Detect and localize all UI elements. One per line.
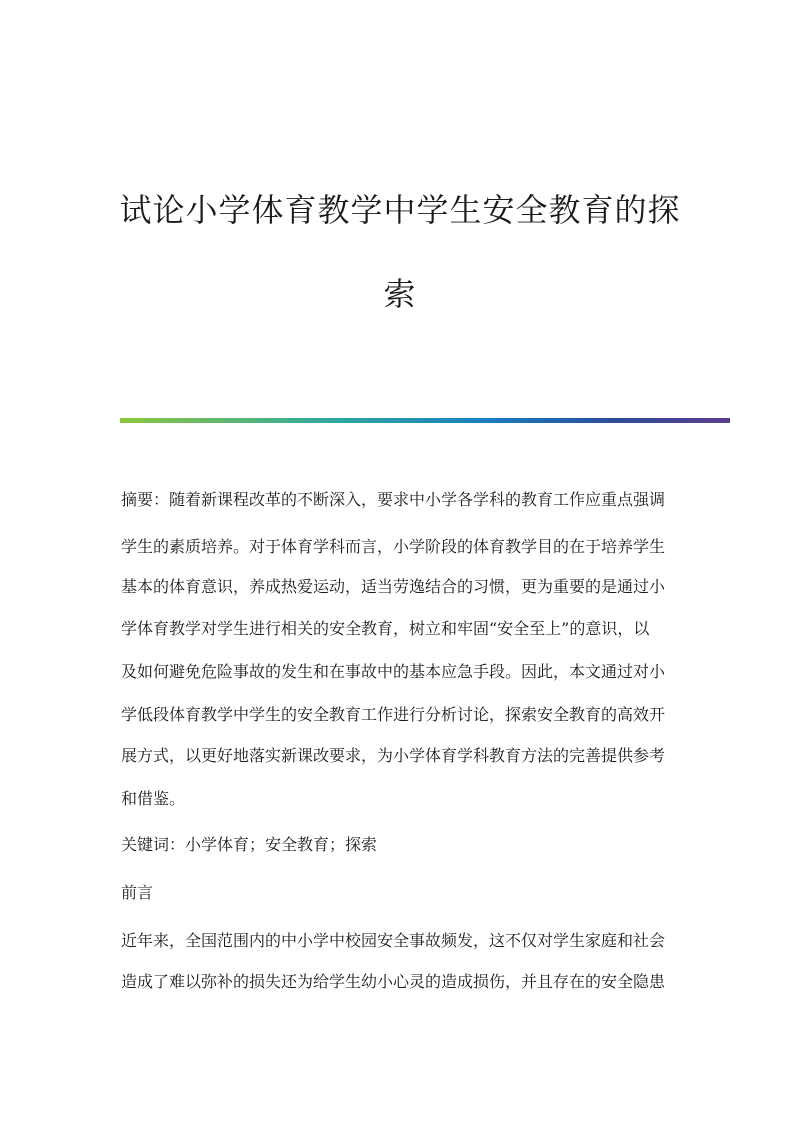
title-divider <box>120 418 730 423</box>
abstract-line: 学低段体育教学中学生的安全教育工作进行分析讨论，探索安全教育的高效开 <box>121 705 666 724</box>
section-heading: 前言 <box>121 883 154 902</box>
keywords-line: 关键词：小学体育；安全教育；探索 <box>121 835 378 854</box>
title-line-1: 试论小学体育教学中学生安全教育的探 <box>119 191 681 229</box>
abstract-line: 摘要：随着新课程改革的不断深入，要求中小学各学科的教育工作应重点强调 <box>121 490 666 509</box>
abstract-line: 学生的素质培养。对于体育学科而言，小学阶段的体育教学目的在于培养学生 <box>121 537 666 556</box>
title-line-2: 索 <box>383 275 417 313</box>
abstract-line: 及如何避免危险事故的发生和在事故中的基本应急手段。因此，本文通过对小 <box>121 662 666 681</box>
abstract-line: 学体育教学对学生进行相关的安全教育，树立和牢固“安全至上”的意识，以 <box>121 619 650 638</box>
abstract-line: 和借鉴。 <box>121 789 186 808</box>
intro-line: 造成了难以弥补的损失还为给学生幼小心灵的造成损伤，并且存在的安全隐患 <box>121 972 666 991</box>
abstract-line: 展方式，以更好地落实新课改要求，为小学体育学科教育方法的完善提供参考 <box>121 746 666 765</box>
intro-line: 近年来，全国范围内的中小学中校园安全事故频发，这不仅对学生家庭和社会 <box>121 931 666 950</box>
abstract-line: 基本的体育意识，养成热爱运动，适当劳逸结合的习惯，更为重要的是通过小 <box>121 577 666 596</box>
